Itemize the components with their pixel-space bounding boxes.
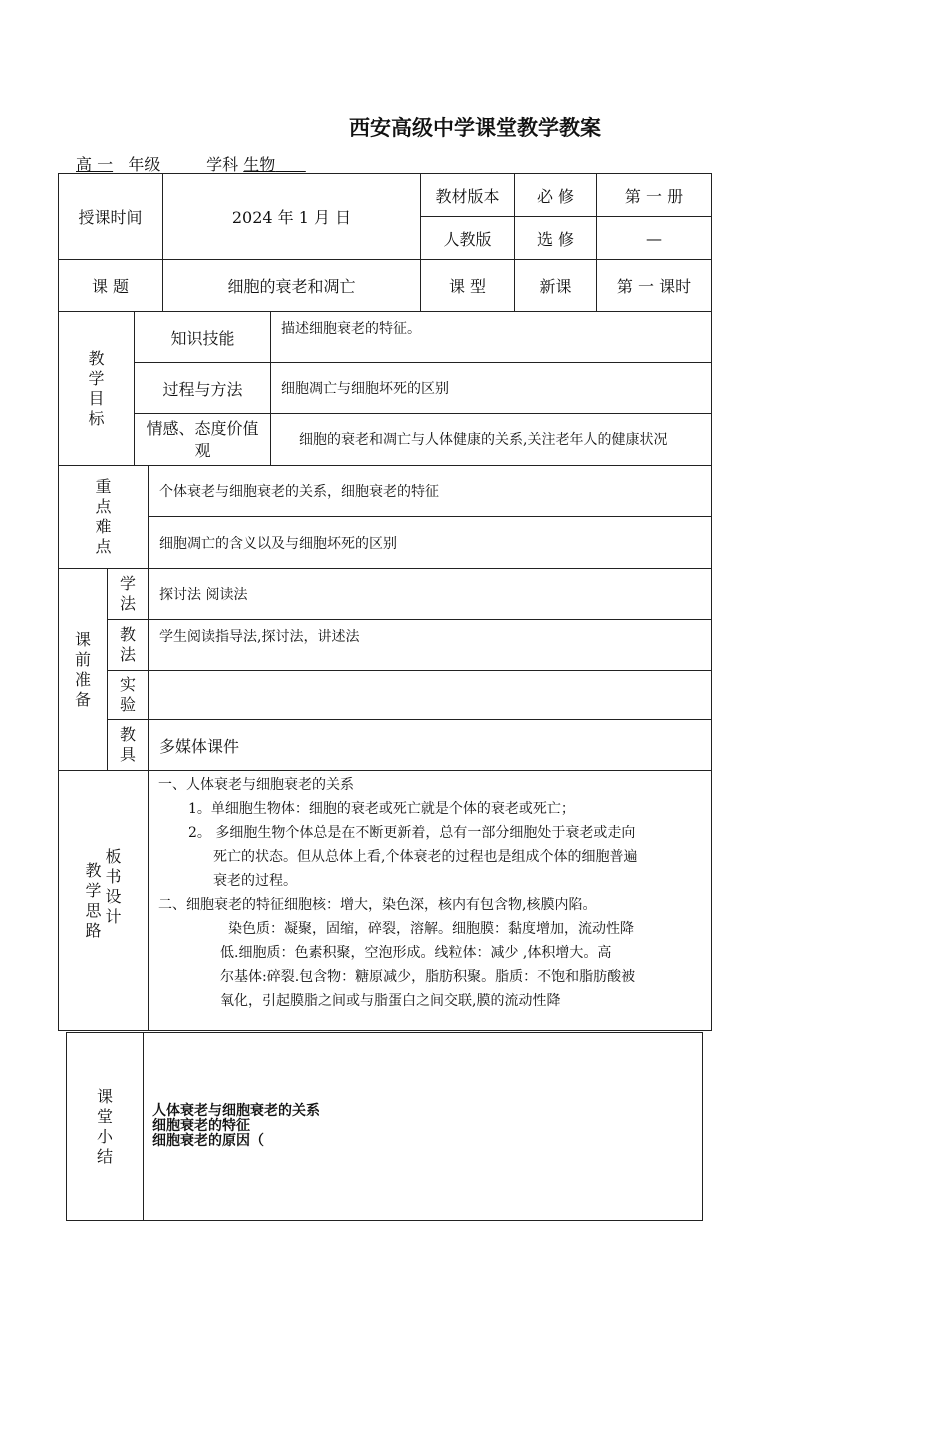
- elective-value: —: [597, 217, 712, 260]
- summary-line: 细胞衰老的特征: [152, 1118, 250, 1134]
- preparation-table: [58, 568, 712, 771]
- difficulty-text: 细胞凋亡的含义以及与细胞坏死的区别: [149, 517, 712, 569]
- summary-line: 人体衰老与细胞衰老的关系: [152, 1103, 320, 1119]
- summary-line: 细胞衰老的原因（: [152, 1133, 264, 1149]
- board-line: 低.细胞质：色素积聚，空泡形成。线粒体：减少 ,体积增大。高: [220, 945, 612, 961]
- grade-value: 高 一: [76, 155, 114, 174]
- type-value: 新课: [515, 260, 597, 312]
- prep-row-label: 教具: [120, 725, 137, 764]
- board-line: 死亡的状态。但从总体上看,个体衰老的过程也是组成个体的细胞普遍: [213, 849, 638, 865]
- prep-row-text: 学生阅读指导法,探讨法，讲述法: [149, 620, 712, 671]
- objective-text: 细胞凋亡与细胞坏死的区别: [271, 363, 712, 414]
- topic-value: 细胞的衰老和凋亡: [163, 260, 421, 312]
- summary-label: 课堂小结: [97, 1086, 114, 1166]
- subject-label: 学科: [206, 155, 239, 174]
- preparation-group-label: 课前准备: [75, 629, 92, 709]
- summary-content: [144, 1033, 703, 1221]
- board-line: 1。单细胞生物体：细胞的衰老或死亡就是个体的衰老或死亡；: [188, 801, 575, 817]
- prep-row-label: 教法: [120, 625, 137, 664]
- board-content: [149, 771, 712, 1031]
- objective-label: 知识技能: [135, 312, 271, 363]
- prep-row-text: 多媒体课件: [149, 720, 712, 771]
- board-line: 二、细胞衰老的特征细胞核：增大，染色深，核内有包含物,核膜内陷。: [158, 897, 597, 913]
- board-line: 尔基体:碎裂.包含物：糖原减少，脂肪积聚。脂质：不饱和脂肪酸被: [220, 969, 636, 985]
- topic-label: 课 题: [59, 260, 163, 312]
- board-line: 氧化，引起膜脂之间或与脂蛋白之间交联,膜的流动性降: [220, 993, 561, 1009]
- key-points-group-label: 重点难点: [95, 477, 112, 556]
- header-table: [58, 173, 712, 312]
- board-table: [58, 770, 712, 1031]
- grade-label: 年级: [128, 155, 161, 174]
- board-label-right: 板书设计: [105, 846, 122, 926]
- page-title: 西安高级中学课堂教学教案: [349, 116, 601, 140]
- objective-text: 描述细胞衰老的特征。: [271, 312, 712, 363]
- subject-value: 生物: [243, 155, 276, 174]
- objective-label: 过程与方法: [135, 363, 271, 414]
- publisher-value: 人教版: [421, 217, 515, 260]
- key-points-table: [58, 465, 712, 569]
- prep-row-label: 实验: [120, 675, 137, 714]
- time-label: 授课时间: [59, 174, 163, 260]
- board-label-left: 教学思路: [85, 860, 102, 940]
- period-value: 第 一 课时: [597, 260, 712, 312]
- summary-table: [66, 1032, 703, 1221]
- prep-row-text: [149, 671, 712, 720]
- type-label: 课 型: [421, 260, 515, 312]
- objective-text: 细胞的衰老和凋亡与人体健康的关系,关注老年人的健康状况: [271, 414, 712, 466]
- edition-label: 教材版本: [421, 174, 515, 217]
- required-label: 必 修: [515, 174, 597, 217]
- board-line: 2。 多细胞生物个体总是在不断更新着，总有一部分细胞处于衰老或走向: [188, 825, 636, 841]
- elective-label: 选 修: [515, 217, 597, 260]
- prep-row-label: 学法: [120, 574, 137, 613]
- objectives-group-label: 教学目标: [88, 348, 105, 428]
- board-line: 衰老的过程。: [213, 873, 297, 889]
- objective-label: 情感、态度价值观: [135, 414, 271, 466]
- volume-value: 第 一 册: [597, 174, 712, 217]
- board-line: 一、人体衰老与细胞衰老的关系: [158, 777, 354, 793]
- objectives-table: [58, 311, 712, 466]
- focus-text: 个体衰老与细胞衰老的关系，细胞衰老的特征: [149, 466, 712, 517]
- time-value: 2024 年 1 月 日: [163, 174, 421, 260]
- course-meta: [76, 152, 306, 175]
- prep-row-text: 探讨法 阅读法: [149, 569, 712, 620]
- board-line: 染色质：凝聚，固缩，碎裂，溶解。细胞膜：黏度增加，流动性降: [228, 921, 634, 937]
